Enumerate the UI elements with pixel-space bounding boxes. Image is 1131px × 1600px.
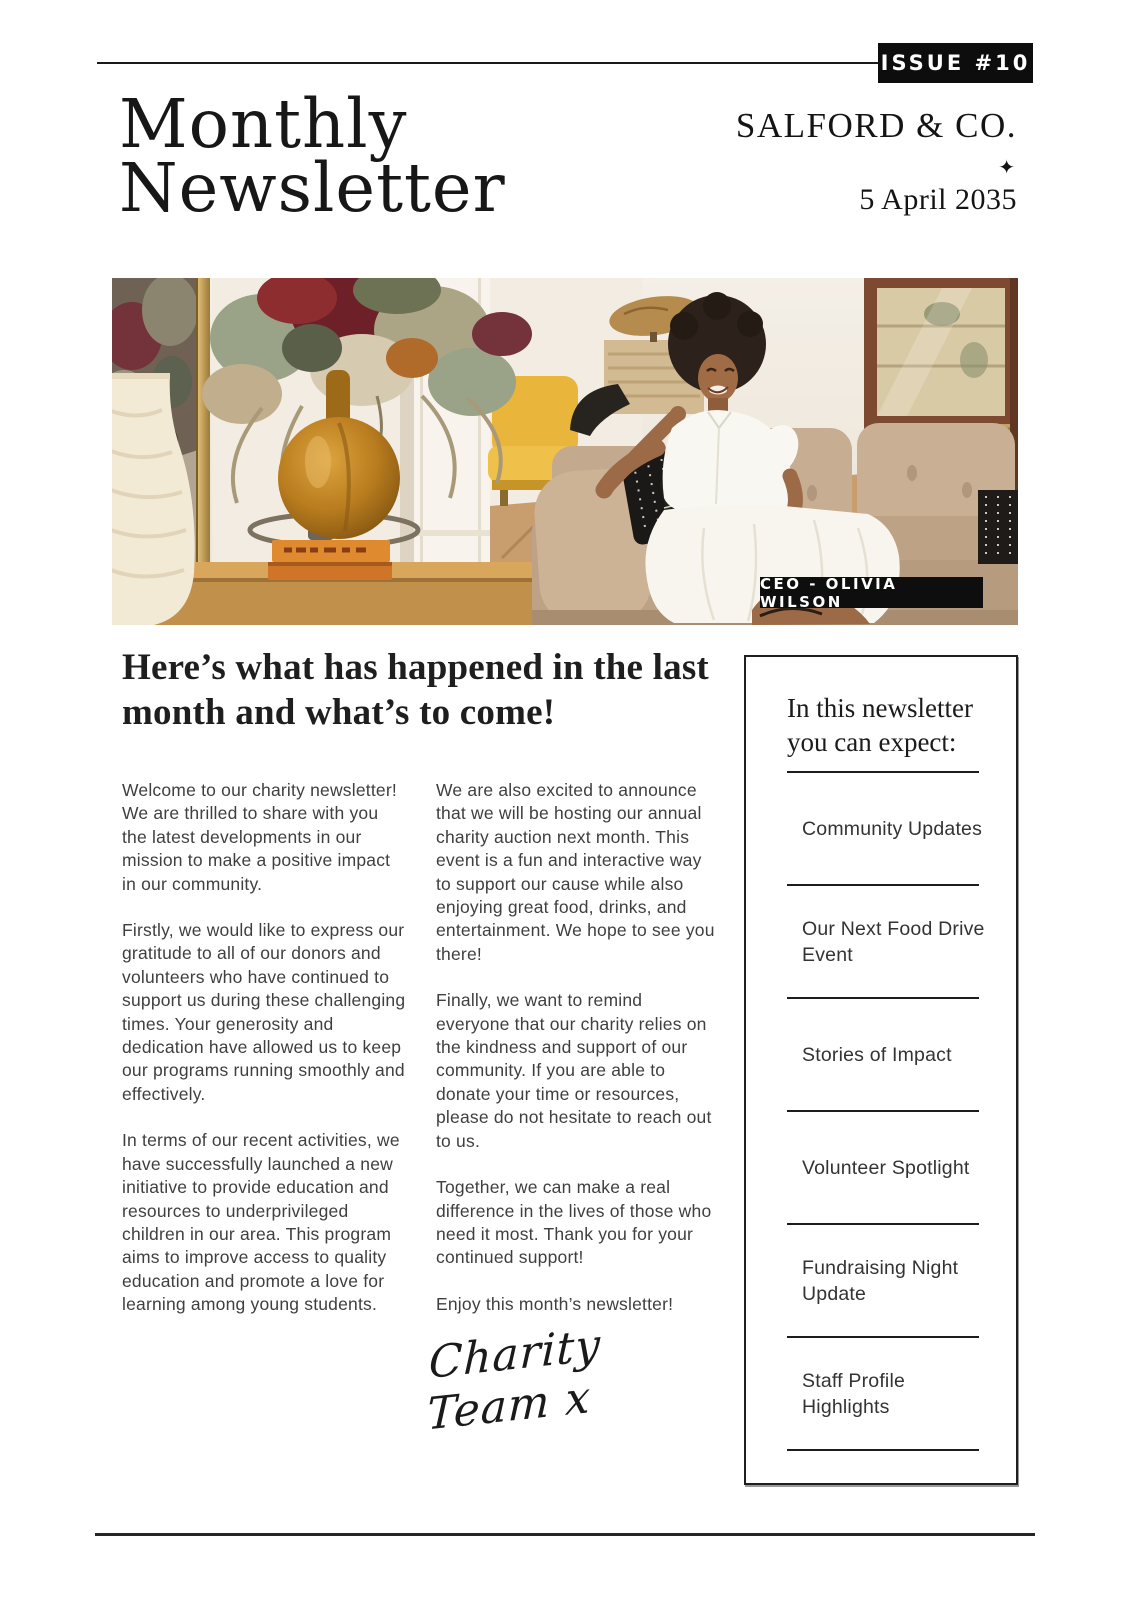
paragraph: In terms of our recent activities, we have successfully launched a new initiative to provide education and resources to underprivileged children in our area. This program aims to improve access to quality education and promote a love for learning among young students.	[122, 1130, 400, 1315]
paragraph: We are also excited to announce that we will be hosting our annual charity auction next month. This event is a fun and interactive way to support our cause while also enjoying great food, drinks, and entertainment. We hope to see you there!	[436, 780, 715, 964]
sidebar-heading	[787, 691, 1016, 759]
paragraph: Welcome to our charity newsletter! We are thrilled to share with you the latest developments in our mission to make a positive impact in our community.	[122, 780, 397, 894]
page-title-line1: Monthly	[119, 85, 408, 163]
paragraph: Enjoy this month’s newsletter!	[436, 1293, 674, 1314]
signature: Charity Team x	[426, 1319, 602, 1441]
paragraph: Firstly, we would like to express our gratitude to all of our donors and volunteers who have continued to support us during these challenging times. Your generosity and dedication have allowed us to keep our programs running smoothly and effectively.	[122, 920, 406, 1104]
article-body	[122, 779, 720, 1340]
sidebar-item: Fundraising Night Update	[802, 1256, 959, 1305]
sparkle-icon: ✦	[998, 157, 1015, 179]
sidebar-list	[746, 771, 1016, 1451]
hero-photo	[112, 278, 1018, 625]
paragraph: Finally, we want to remind everyone that our charity relies on the kindness and support of our community. If you are able to donate your time or resources, please do not hesitate to reach out to us.	[436, 990, 712, 1151]
issue-date: 5 April 2035	[859, 183, 1017, 216]
page-title	[119, 85, 506, 227]
photo-caption-badge: CEO - OLIVIA WILSON	[760, 577, 983, 608]
company-name: SALFORD & CO.	[735, 106, 1017, 145]
footer-rule	[95, 1533, 1035, 1536]
sidebar-box	[744, 655, 1018, 1485]
orange-books	[268, 540, 392, 580]
article-column-right	[436, 779, 720, 1340]
article-heading	[122, 645, 709, 735]
article-heading-line1: Here’s what has happened in the last	[122, 647, 709, 688]
article-heading-line2: month and what’s to come!	[122, 692, 556, 733]
brand-block	[736, 106, 1017, 217]
sidebar-item: Community Updates	[802, 817, 983, 840]
article-column-left	[122, 779, 406, 1340]
page-title-line2: Newsletter	[119, 149, 506, 227]
sidebar-heading-line1: In this newsletter	[787, 693, 973, 723]
sidebar-item: Volunteer Spotlight	[802, 1156, 970, 1179]
living-room-illustration	[112, 278, 1018, 625]
sidebar-item: Stories of Impact	[802, 1043, 952, 1066]
header-rule	[97, 62, 878, 64]
sidebar-divider	[787, 1449, 979, 1451]
paragraph: Together, we can make a real difference in the lives of those who need it most. Thank you for your continued support!	[436, 1177, 712, 1268]
issue-badge: ISSUE #10	[878, 43, 1033, 83]
sidebar-item: Staff Profile Highlights	[802, 1369, 906, 1418]
sidebar-heading-line2: you can expect:	[787, 727, 957, 757]
sidebar-item: Our Next Food Drive Event	[802, 917, 985, 966]
